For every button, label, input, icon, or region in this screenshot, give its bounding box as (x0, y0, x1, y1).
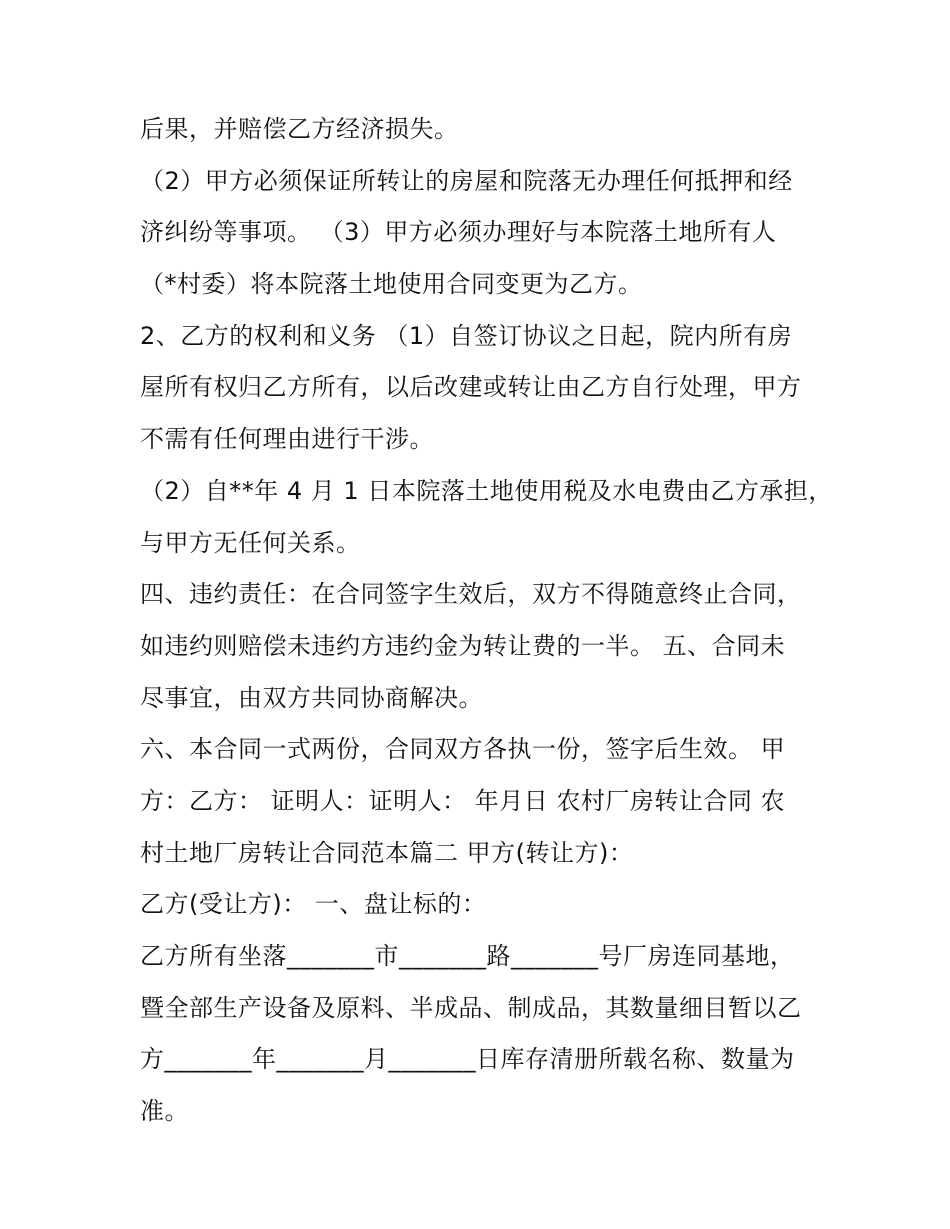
text-line: 方_______年_______月_______日库存清册所载名称、数量为 (140, 1045, 795, 1074)
text-line: 六、本合同一式两份，合同双方各执一份，签字后生效。 甲 (140, 735, 786, 764)
text-line: 四、违约责任：在合同签字生效后，双方不得随意终止合同， (140, 580, 802, 609)
text-line: 与甲方无任何关系。 (140, 528, 361, 557)
text-line: 村土地厂房转让合同范本篇二 甲方(转让方)： (140, 838, 634, 867)
text-line: 后果，并赔偿乙方经济损失。 (140, 115, 459, 143)
text-line: 如违约则赔偿未违约方违约金为转让费的一半。 五、合同未 (140, 631, 786, 660)
document-body (140, 104, 833, 1138)
text-line: 济纠纷等事项。 （3）甲方必须办理好与本院落土地所有人 (140, 218, 777, 247)
text-line: 乙方所有坐落_______市_______路_______号厂房连同基地， (140, 942, 795, 970)
text-line: 屋所有权归乙方所有，以后改建或转让由乙方自行处理，甲方 (140, 373, 802, 402)
text-line: 方：乙方： 证明人：证明人： 年月日 农村厂房转让合同 农 (140, 786, 786, 815)
text-line: （*村委）将本院落土地使用合同变更为乙方。 (140, 270, 643, 299)
text-line: 乙方(受让方)： 一、盘让标的： (140, 890, 487, 919)
text-line: 2、乙方的权利和义务 （1）自签订协议之日起，院内所有房 (140, 321, 793, 350)
text-line: 准。 (140, 1097, 189, 1126)
text-line: 不需有任何理由进行干涉。 (140, 425, 434, 454)
text-line: 暨全部生产设备及原料、半成品、制成品，其数量细目暂以乙 (140, 993, 802, 1022)
text-line: 尽事宜，由双方共同协商解决。 (140, 683, 483, 712)
text-line: （2）甲方必须保证所转让的房屋和院落无办理任何抵押和经 (140, 166, 793, 195)
text-line: （2）自**年 4 月 1 日本院落土地使用税及水电费由乙方承担， (140, 476, 833, 505)
